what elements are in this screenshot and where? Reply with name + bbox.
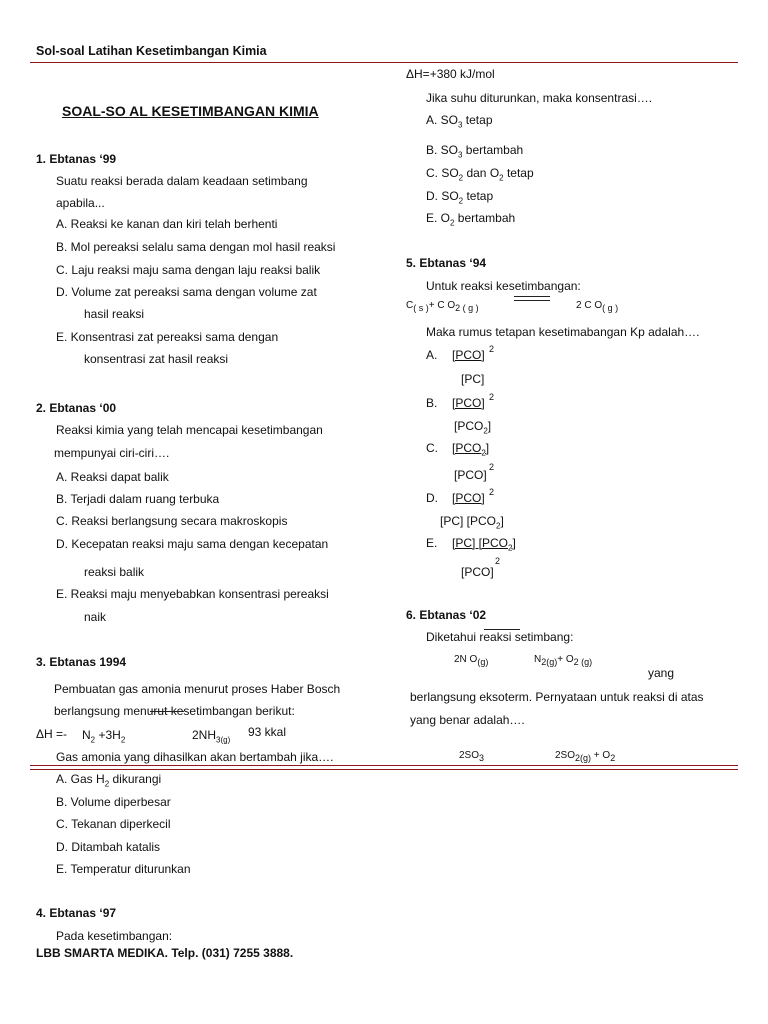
q6-yang: yang <box>648 666 675 680</box>
q4-option-e: E. $O_2$ bertambah <box>426 211 516 228</box>
q2-stem-line1: Reaksi kimia yang telah mencapai kesetimbangan <box>56 423 323 437</box>
q5-option-b-exponent: 2 <box>489 392 495 402</box>
q1-option-e-line2: konsentrasi zat hasil reaksi <box>84 352 229 366</box>
q2-stem-line2: mempunyai ciri-ciri…. <box>54 446 170 460</box>
q1-option-d-line1: D. Volume zat pereaksi sama dengan volume zat <box>56 285 317 299</box>
q3-product: $2NH_{3(g)}$ <box>192 728 231 745</box>
q4-stem-line2: Jika suhu diturunkan, maka konsentrasi…. <box>426 91 653 105</box>
q5-option-c-denominator: [PCO] <box>454 468 487 482</box>
q5-option-c-exponent: 2 <box>489 462 495 472</box>
page-footer: LBB SMARTA MEDIKA. Telp. (031) 7255 3888. <box>36 946 294 960</box>
q1-option-a: A. Reaksi ke kanan dan kiri telah berhenti <box>56 217 278 231</box>
q4-enthalpy: ΔH=+380 kJ/mol <box>406 67 495 81</box>
q5-option-d-label: D. <box>426 491 438 505</box>
q2-option-d-line1: D. Kecepatan reaksi maju sama dengan kecepatan <box>56 537 329 551</box>
document-title: SOAL-SO AL KESETIMBANGAN KIMIA <box>62 103 319 119</box>
q5-option-e-numerator: [PC] $[PCO_2]$ <box>452 536 516 553</box>
q5-stem-line1: Untuk reaksi kesetimbangan: <box>426 279 581 293</box>
section-divider-top <box>30 765 738 766</box>
q5-option-e-denominator: [PCO] <box>461 565 494 579</box>
q1-heading: 1. Ebtanas ‘99 <box>36 152 117 166</box>
q3-stem-line3: Gas amonia yang dihasilkan akan bertambah jika…. <box>56 750 334 764</box>
equilibrium-arrow-icon <box>150 711 184 712</box>
q5-equation-right: 2 C $O_{( g )}$ <box>576 300 619 313</box>
q4-heading: 4. Ebtanas ‘97 <box>36 906 117 920</box>
q6-equation2-right: $2SO_{2(g)} + O_2$ <box>555 750 616 763</box>
header-divider <box>30 62 738 63</box>
q5-option-a-label: A. <box>426 348 438 362</box>
q1-option-c: C. Laju reaksi maju sama dengan laju reaksi balik <box>56 263 321 277</box>
q6-stem-line1: Diketahui reaksi setimbang: <box>426 630 574 644</box>
q1-stem-line2: apabila... <box>56 196 105 210</box>
equilibrium-arrow-forward-icon <box>514 296 550 297</box>
q5-option-c-numerator: $[PCO_2]$ <box>452 441 490 458</box>
q6-equation2-left: $2SO_3$ <box>459 750 485 763</box>
q1-option-e-line1: E. Konsentrasi zat pereaksi sama dengan <box>56 330 279 344</box>
q5-option-b-label: B. <box>426 396 438 410</box>
q3-option-d: D. Ditambah katalis <box>56 840 161 854</box>
q3-energy: 93 kkal <box>248 725 287 739</box>
q3-heading: 3. Ebtanas 1994 <box>36 655 127 669</box>
q2-option-e-line1: E. Reaksi maju menyebabkan konsentrasi pereaksi <box>56 587 329 601</box>
q3-stem-line1: Pembuatan gas amonia menurut proses Haber Bosch <box>54 682 341 696</box>
q6-stem-line3: yang benar adalah…. <box>410 713 525 727</box>
q3-reactants: $N_2 +3H_2$ <box>82 728 126 745</box>
q6-equation-left: 2N $O_{(g)}$ <box>454 654 489 667</box>
q5-heading: 5. Ebtanas ‘94 <box>406 256 487 270</box>
q3-option-b: B. Volume diperbesar <box>56 795 171 809</box>
q6-stem-line2: berlangsung eksoterm. Pernyataan untuk reaksi di atas <box>410 690 704 704</box>
q2-option-d-line2: reaksi balik <box>84 565 145 579</box>
section-divider-bottom <box>30 769 738 770</box>
page-header: Sol-soal Latihan Kesetimbangan Kimia <box>36 44 267 58</box>
q3-option-e: E. Temperatur diturunkan <box>56 862 191 876</box>
q5-option-d-denominator: [PC] $[PCO_2]$ <box>440 514 504 531</box>
q5-option-e-label: E. <box>426 536 438 550</box>
q5-option-a-numerator: [PCO] <box>452 348 485 362</box>
equilibrium-arrow-backward-icon <box>514 300 550 301</box>
q2-option-b: B. Terjadi dalam ruang terbuka <box>56 492 220 506</box>
q1-stem-line1: Suatu reaksi berada dalam keadaan setimbang <box>56 174 308 188</box>
q5-option-c-label: C. <box>426 441 438 455</box>
q5-option-d-numerator: [PCO] <box>452 491 485 505</box>
q1-option-d-line2: hasil reaksi <box>84 307 145 321</box>
q5-stem-line2: Maka rumus tetapan kesetimabangan Kp adalah…. <box>426 325 700 339</box>
q2-heading: 2. Ebtanas ‘00 <box>36 401 117 415</box>
q5-equation-left: $C_{( s )}+ C$ $O_{2 ( g )}$ <box>406 300 479 313</box>
q6-heading: 6. Ebtanas ‘02 <box>406 608 487 622</box>
q5-option-d-exponent: 2 <box>489 487 495 497</box>
q5-option-a-denominator: [PC] <box>461 372 485 386</box>
q4-option-c: C. $SO_2$ dan $O_2$ tetap <box>426 166 534 183</box>
q2-option-a: A. Reaksi dapat balik <box>56 470 169 484</box>
q3-option-c: C. Tekanan diperkecil <box>56 817 171 831</box>
q4-option-a: A. $SO_3$ tetap <box>426 113 493 130</box>
q2-option-e-line2: naik <box>84 610 107 624</box>
q3-enthalpy: ΔH =- <box>36 727 68 741</box>
q5-option-a-exponent: 2 <box>489 344 495 354</box>
q4-option-d: D. $SO_2$ tetap <box>426 189 494 206</box>
q3-option-a: A. Gas $H_2$ dikurangi <box>56 772 162 789</box>
q6-equation-right: $N_{2(g)}+ O_{2 (g)}$ <box>534 654 593 667</box>
q5-option-e-exponent: 2 <box>495 556 501 566</box>
q4-option-b: B. $SO_3$ bertambah <box>426 143 524 160</box>
q5-option-b-numerator: [PCO] <box>452 396 485 410</box>
q1-option-b: B. Mol pereaksi selalu sama dengan mol hasil reaksi <box>56 240 336 254</box>
q2-option-c: C. Reaksi berlangsung secara makroskopis <box>56 514 288 528</box>
q4-stem-line1: Pada kesetimbangan: <box>56 929 173 943</box>
q5-option-b-denominator: $[PCO_2]$ <box>454 419 492 436</box>
equilibrium-arrow-icon <box>484 629 520 630</box>
q3-stem-line2: berlangsung menurut kesetimbangan berikut: <box>54 704 295 718</box>
